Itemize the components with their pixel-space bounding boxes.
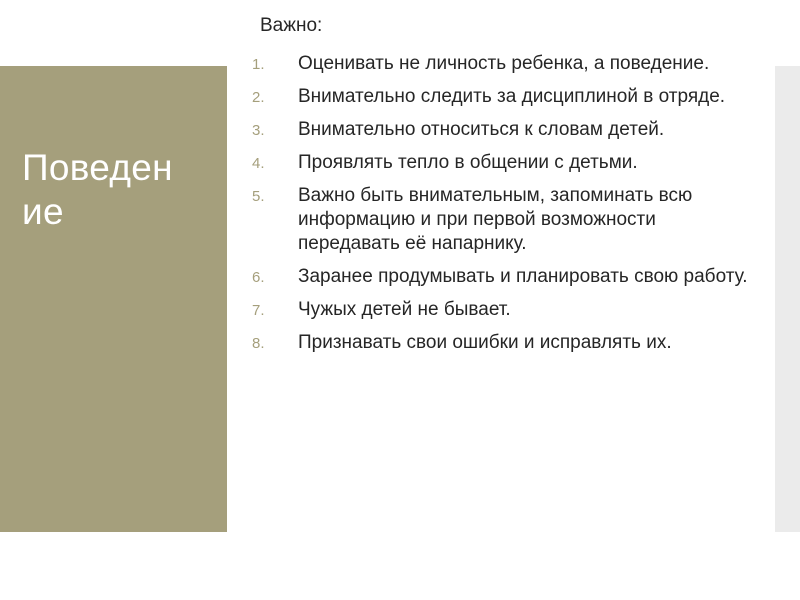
list-number: 5. xyxy=(252,188,265,205)
list-item-text: Внимательно относиться к словам детей. xyxy=(298,119,665,140)
content-heading: Важно: xyxy=(260,15,323,36)
list-item-text: Признавать свои ошибки и исправлять их. xyxy=(298,332,672,353)
list-number: 8. xyxy=(252,335,265,352)
list-item xyxy=(252,331,752,355)
slide-content xyxy=(252,14,752,364)
numbered-list xyxy=(252,52,752,355)
list-item xyxy=(252,184,752,256)
list-item xyxy=(252,118,752,142)
list-item xyxy=(252,265,752,289)
list-number: 4. xyxy=(252,155,265,172)
list-number: 6. xyxy=(252,269,265,286)
list-number: 3. xyxy=(252,122,265,139)
list-item xyxy=(252,151,752,175)
decorative-side-bar xyxy=(775,66,800,532)
list-item-text: Внимательно следить за дисциплиной в отряде. xyxy=(298,86,726,107)
list-number: 7. xyxy=(252,302,265,319)
list-item-text: Важно быть внимательным, запоминать всю информацию и при первой возможности передавать её напарнику. xyxy=(298,185,693,254)
list-item-text: Проявлять тепло в общении с детьми. xyxy=(298,152,638,173)
list-item xyxy=(252,85,752,109)
list-number: 1. xyxy=(252,56,265,73)
list-item xyxy=(252,52,752,76)
list-item-text: Оценивать не личность ребенка, а поведение. xyxy=(298,53,710,74)
list-item-text: Чужых детей не бывает. xyxy=(298,299,511,320)
list-number: 2. xyxy=(252,89,265,106)
list-item xyxy=(252,298,752,322)
title-panel xyxy=(0,66,227,532)
slide-title: Поведение xyxy=(22,147,173,232)
list-item-text: Заранее продумывать и планировать свою работу. xyxy=(298,266,748,287)
